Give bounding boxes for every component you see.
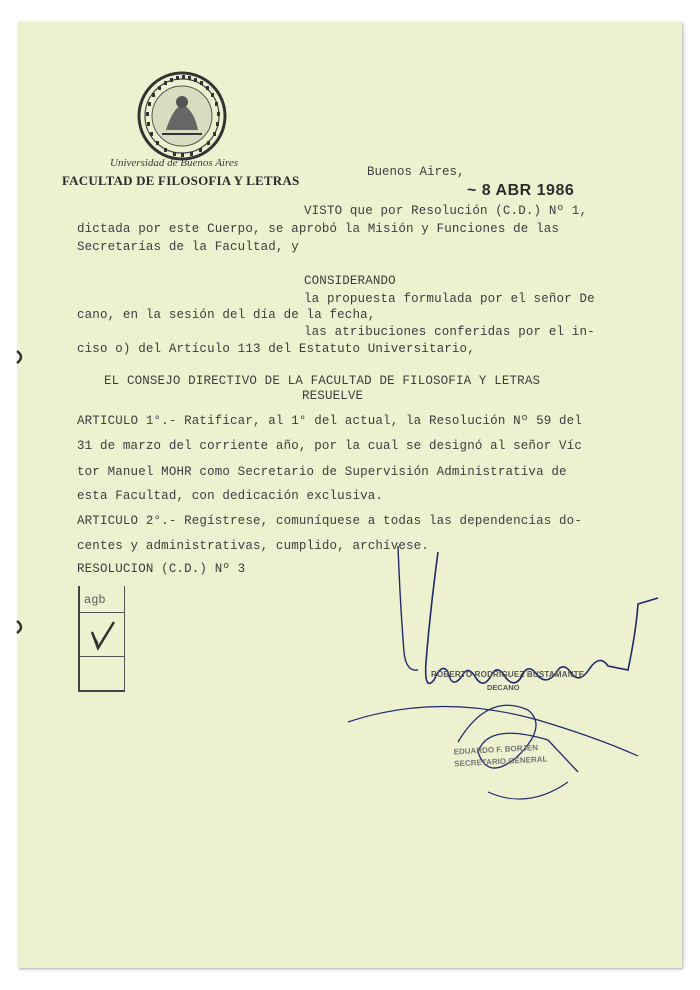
resolucion-number: RESOLUCION (C.D.) Nº 3 xyxy=(77,562,246,576)
secretary-name: EDUARDO F. BORJEN xyxy=(453,743,539,757)
initials-box xyxy=(78,586,125,692)
date-stamp: ~ 8 ABR 1986 xyxy=(467,182,575,199)
faculty-name: FACULTAD DE FILOSOFIA Y LETRAS xyxy=(62,173,300,188)
secretary-title: SECRETARIO GENERAL xyxy=(454,754,548,769)
considerando-line: ciso o) del Artículo 113 del Estatuto Universitario, xyxy=(77,342,475,356)
place-dateline: Buenos Aires, xyxy=(367,165,465,179)
check-mark-icon xyxy=(88,618,118,652)
initials-text: agb xyxy=(84,593,106,607)
binder-hole-mark xyxy=(16,350,26,364)
resuelve-heading: RESUELVE xyxy=(302,389,364,403)
university-seal xyxy=(136,70,228,162)
visto-line: Secretarías de la Facultad, y xyxy=(77,240,299,254)
visto-line: VISTO que por Resolución (C.D.) Nº 1, xyxy=(304,204,588,218)
university-name: Universidad de Buenos Aires xyxy=(110,157,239,169)
articulo-1-line: esta Facultad, con dedicación exclusiva. xyxy=(77,489,384,503)
secretary-stamp xyxy=(453,743,547,772)
articulo-1-line: ARTICULO 1°.- Ratificar, al 1° del actual, la Resolución Nº 59 del xyxy=(77,414,582,428)
articulo-1-line: 31 de marzo del corriente año, por la cual se designó al señor Víc xyxy=(77,439,582,453)
consejo-heading: EL CONSEJO DIRECTIVO DE LA FACULTAD DE FILOSOFIA Y LETRAS xyxy=(104,374,541,388)
considerando-line: cano, en la sesión del día de la fecha, xyxy=(77,308,376,322)
visto-line: dictada por este Cuerpo, se aprobó la Misión y Funciones de las xyxy=(77,222,560,236)
considerando-line: las atribuciones conferidas por el in- xyxy=(304,325,595,339)
binder-hole-mark xyxy=(16,620,26,634)
signatory-name: ROBERTO RODRIGUEZ BUSTAMANTE xyxy=(431,670,585,679)
signatory-title: DECANO xyxy=(487,683,520,692)
articulo-2-line: ARTICULO 2°.- Regístrese, comuníquese a todas las dependencias do- xyxy=(77,514,582,528)
considerando-heading: CONSIDERANDO xyxy=(304,274,396,288)
articulo-2-line: centes y administrativas, cumplido, archívese. xyxy=(77,539,429,553)
document-page xyxy=(18,22,682,968)
considerando-line: la propuesta formulada por el señor De xyxy=(304,292,595,306)
articulo-1-line: tor Manuel MOHR como Secretario de Supervisión Administrativa de xyxy=(77,465,567,479)
